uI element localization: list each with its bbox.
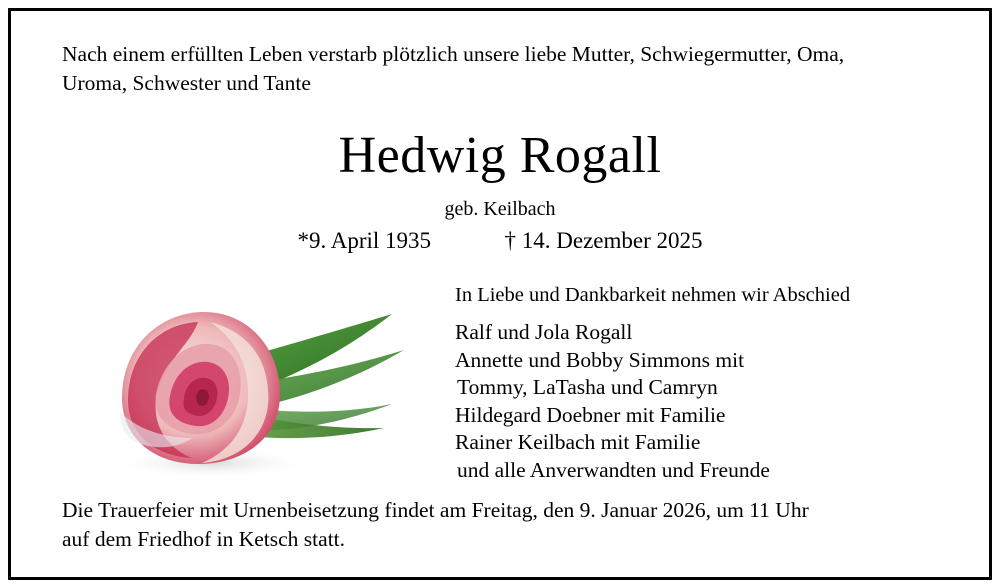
mourner-item: Annette und Bobby Simmons mit [455, 347, 745, 372]
rose-illustration [92, 278, 412, 493]
birth-date: *9. April 1935 [297, 228, 432, 253]
death-date: † 14. Dezember 2025 [504, 228, 703, 253]
mourner-item: Tommy, LaTasha und Camryn [457, 375, 718, 399]
deceased-name: Hedwig Rogall [338, 127, 662, 184]
life-dates [0, 228, 1000, 254]
funeral-line-2: auf dem Friedhof in Ketsch statt. [62, 527, 346, 551]
rose-photo [92, 278, 412, 493]
mourners-list [455, 319, 975, 484]
mourning-block [455, 282, 975, 484]
intro-line-1: Nach einem erfüllten Leben verstarb plötzlich unsere liebe Mutter, Schwiegermutter, Oma, [62, 42, 845, 66]
mourner-item: und alle Anverwandten und Freunde [457, 457, 770, 482]
mourner-item: Hildegard Doebner mit Familie [455, 402, 726, 427]
mourner-item: Rainer Keilbach mit Familie [455, 430, 701, 454]
intro-line-2: Uroma, Schwester und Tante [62, 71, 311, 95]
mourner-item: Ralf und Jola Rogall [455, 320, 633, 344]
maiden-name: geb. Keilbach [444, 198, 556, 220]
mourning-intro: In Liebe und Dankbarkeit nehmen wir Abschied [455, 284, 851, 306]
funeral-details [62, 496, 942, 554]
funeral-line-1: Die Trauerfeier mit Urnenbeisetzung findet am Freitag, den 9. Januar 2026, um 11 Uhr [62, 498, 809, 522]
intro-text [62, 40, 922, 98]
